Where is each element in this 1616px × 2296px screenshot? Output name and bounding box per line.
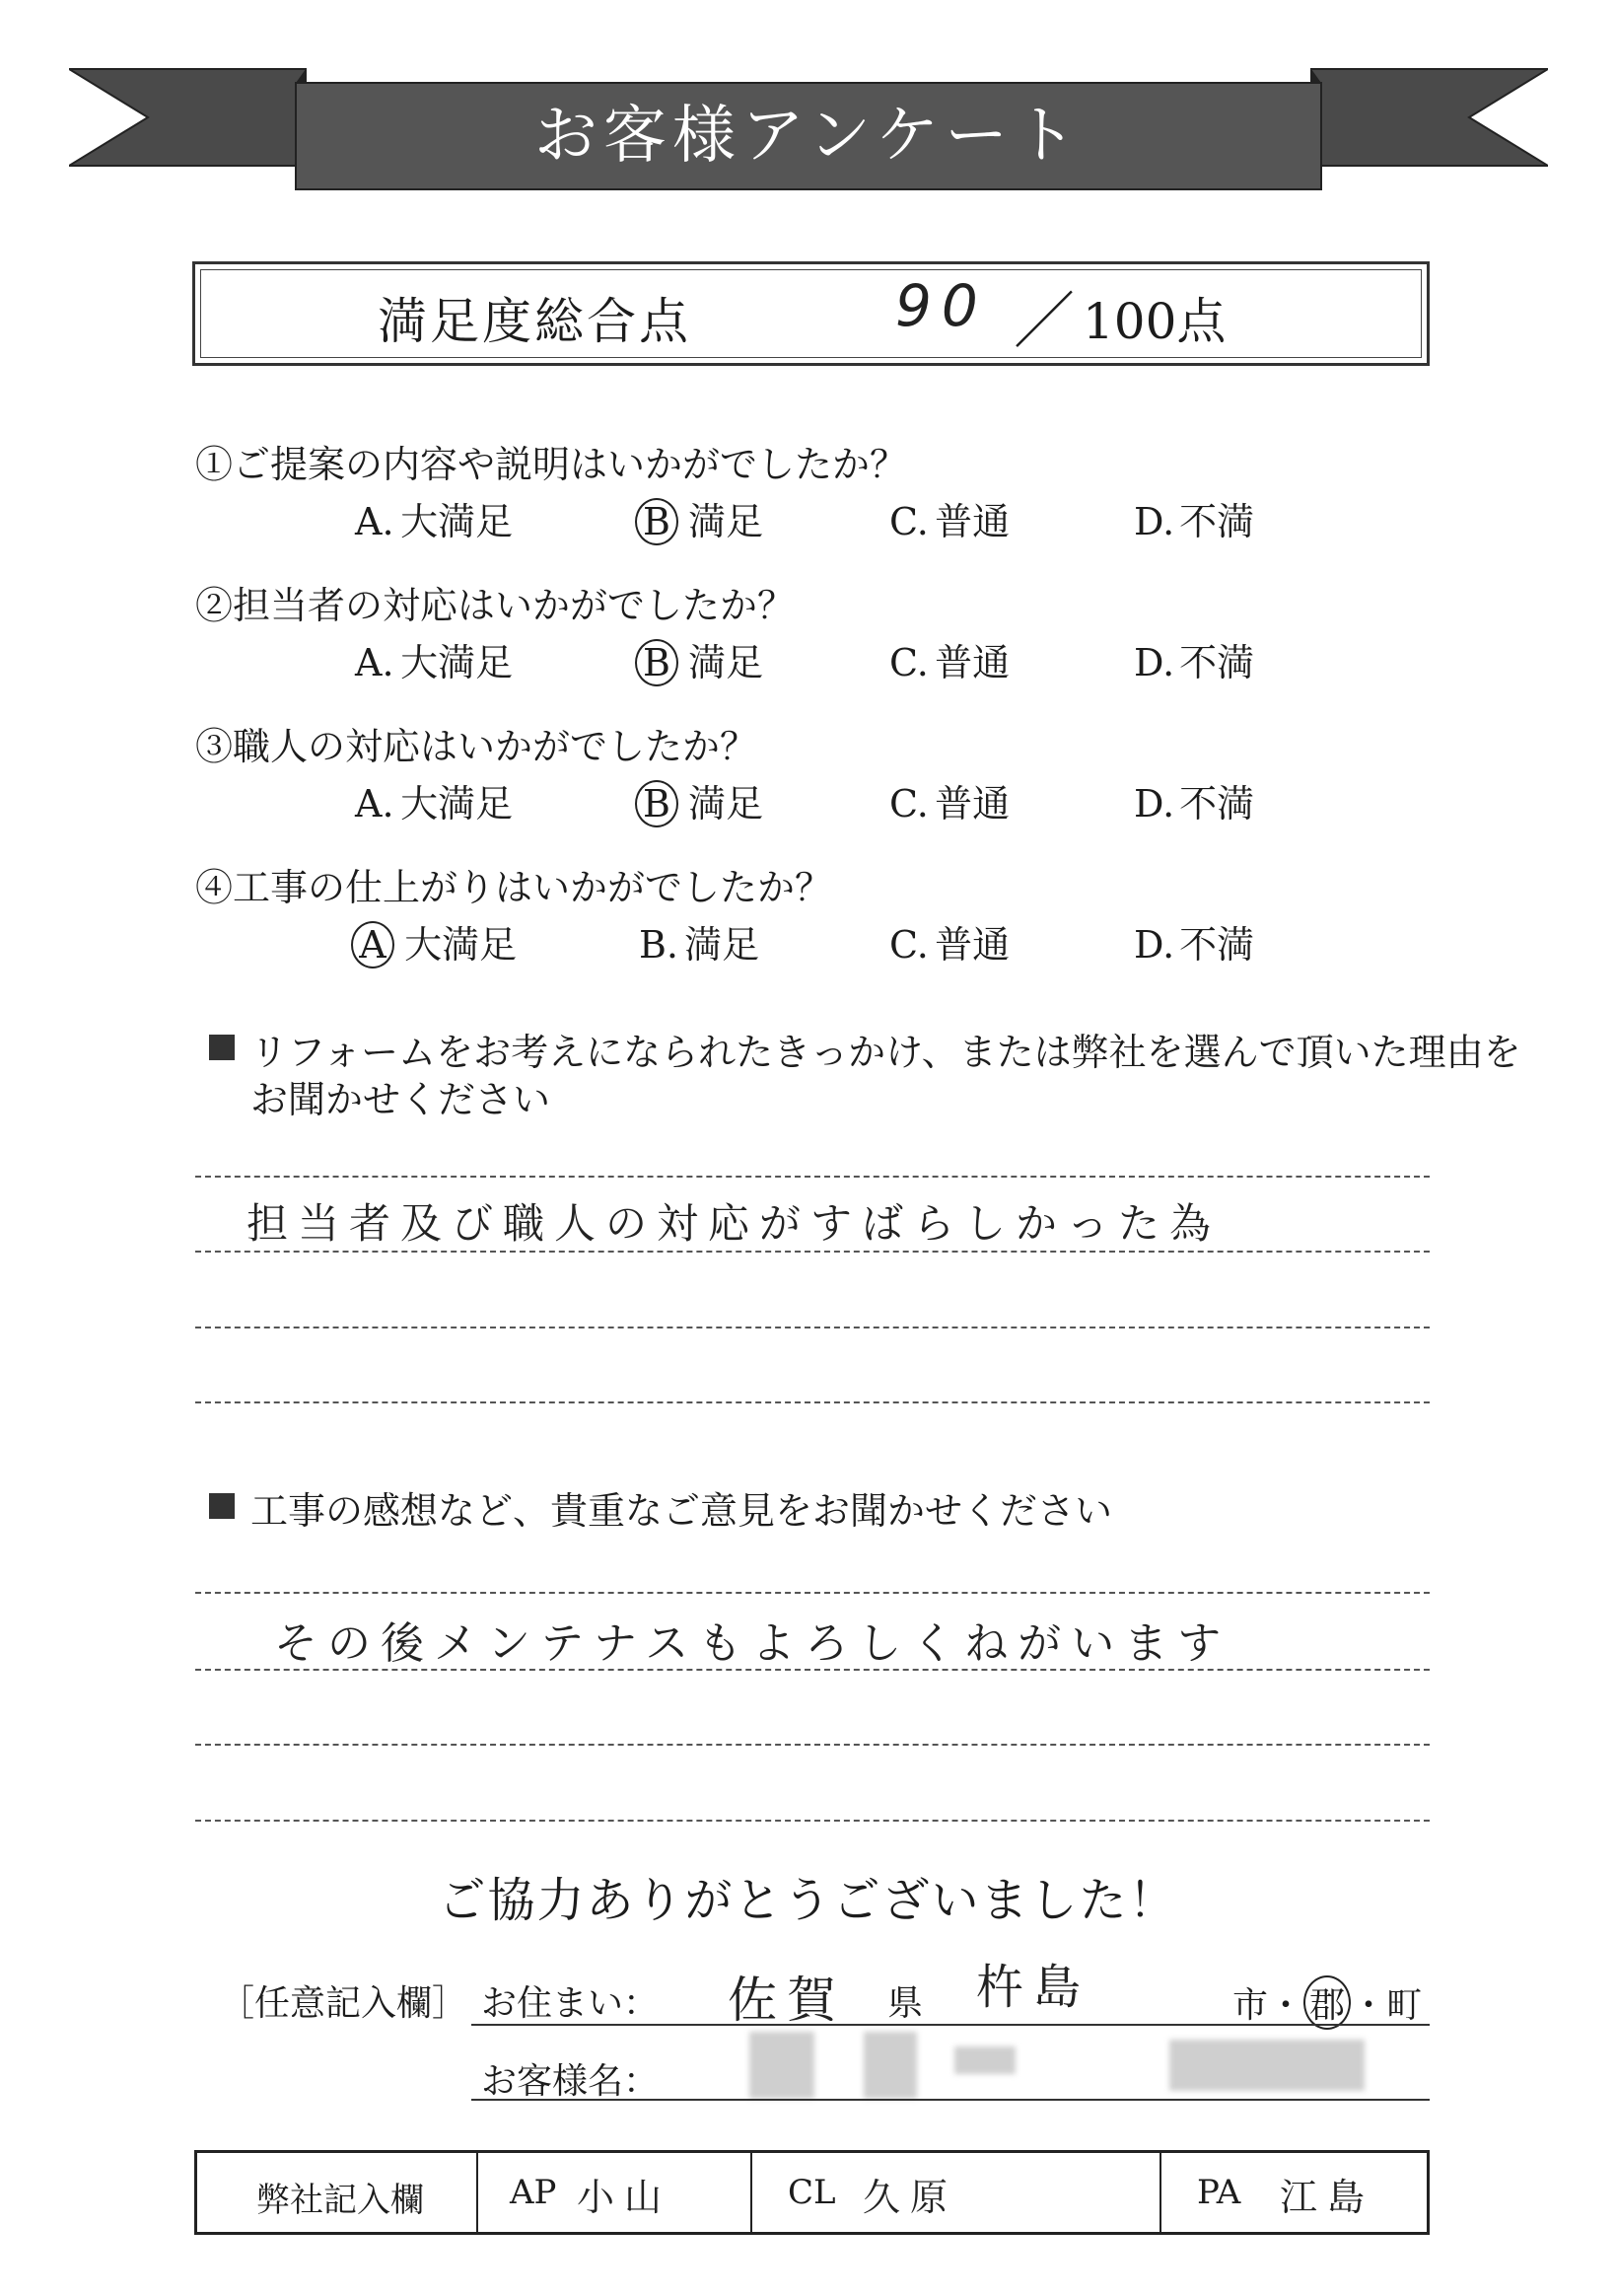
thanks-message: ご協力ありがとうございました！: [438, 1873, 1178, 1928]
score-slash: ／: [1014, 285, 1076, 357]
answer-line: [195, 1669, 1430, 1671]
answer-line: [195, 1327, 1430, 1328]
answer-line: [195, 1820, 1430, 1822]
answer-line: [195, 1176, 1430, 1178]
q4-option-b[interactable]: B. 満足: [639, 923, 760, 967]
section-bullet-icon: [209, 1493, 235, 1519]
q2-option-a[interactable]: A. 大満足: [355, 641, 514, 684]
cl-label: CL: [788, 2173, 836, 2212]
q2-option-d[interactable]: D. 不満: [1134, 641, 1255, 684]
company-entry-label: 弊社記入欄: [256, 2181, 424, 2220]
score-box: [192, 261, 1430, 366]
page-title: お客様アンケート: [533, 100, 1084, 173]
district-value[interactable]: 杵島: [976, 1960, 1091, 2015]
municipality-dot: ・: [1351, 1985, 1387, 2026]
pa-cell[interactable]: [1161, 2153, 1427, 2232]
municipality-gun-selected[interactable]: 郡: [1303, 1975, 1351, 2030]
answer-line: [195, 1401, 1430, 1403]
score-value[interactable]: 90: [895, 272, 988, 339]
municipality-dot: ・: [1268, 1985, 1304, 2026]
cl-value[interactable]: 久原: [863, 2176, 958, 2219]
optional-entry-label: ［任意記入欄］: [219, 1983, 468, 2024]
pa-label: PA: [1197, 2173, 1241, 2212]
prefecture-suffix: 県: [887, 1983, 924, 2024]
q4-option-d[interactable]: D. 不満: [1134, 923, 1255, 967]
q1-option-c[interactable]: C. 普通: [889, 500, 1011, 543]
q2-option-c[interactable]: C. 普通: [889, 641, 1011, 684]
question-2-text: ②担当者の対応はいかがでしたか？: [195, 584, 796, 627]
municipality-options[interactable]: [1232, 1975, 1422, 2030]
q4-option-a-selected[interactable]: A 大満足: [355, 914, 517, 969]
company-entry-table: [194, 2150, 1430, 2235]
score-max: 100点: [1083, 293, 1227, 350]
name-underline: [471, 2099, 1430, 2101]
reason-answer[interactable]: 担当者及び職人の対応がすばらしかった為: [246, 1199, 1222, 1248]
q4-option-c[interactable]: C. 普通: [889, 923, 1011, 967]
section-bullet-icon: [209, 1035, 235, 1060]
company-entry-label-cell: [197, 2153, 478, 2232]
cl-cell[interactable]: [752, 2153, 1161, 2232]
question-3-text: ③職人の対応はいかがでしたか？: [195, 725, 758, 768]
redacted-name-block: [864, 2032, 917, 2099]
q1-option-d[interactable]: D. 不満: [1134, 500, 1255, 543]
redacted-name-block: [954, 2046, 1016, 2074]
q1-option-b-selected[interactable]: B 満足: [639, 491, 763, 545]
answer-line: [195, 1251, 1430, 1253]
customer-name-label: お客様名：: [481, 2061, 660, 2102]
redacted-name-block: [749, 2032, 814, 2099]
score-label: 満足度総合点: [378, 293, 691, 350]
municipality-city[interactable]: 市: [1232, 1985, 1269, 2026]
address-underline: [471, 2024, 1430, 2026]
impression-heading: 工事の感想など、貴重なご意見をお聞かせください: [250, 1489, 1113, 1533]
question-4-text: ④工事の仕上がりはいかがでしたか？: [195, 866, 833, 909]
ap-label: AP: [510, 2173, 557, 2212]
answer-line: [195, 1592, 1430, 1594]
q1-option-a[interactable]: A. 大満足: [355, 500, 514, 543]
q3-option-b-selected[interactable]: B 満足: [639, 773, 763, 827]
ap-value[interactable]: 小山: [577, 2176, 672, 2219]
q3-option-d[interactable]: D. 不満: [1134, 782, 1255, 825]
reason-heading-line1: リフォームをお考えになられたきっかけ、または弊社を選んで頂いた理由を: [250, 1031, 1521, 1074]
municipality-town[interactable]: 町: [1386, 1985, 1423, 2026]
answer-line: [195, 1744, 1430, 1746]
address-label: お住まい：: [481, 1983, 660, 2024]
pa-value[interactable]: 江島: [1280, 2176, 1375, 2219]
ap-cell[interactable]: [478, 2153, 752, 2232]
reason-heading-line2: お聞かせください: [250, 1078, 551, 1121]
prefecture-value[interactable]: 佐賀: [728, 1972, 846, 2029]
impression-answer[interactable]: その後メンテナスもよろしくねがいます: [274, 1618, 1231, 1669]
q2-option-b-selected[interactable]: B 満足: [639, 632, 763, 686]
question-1-text: ①ご提案の内容や説明はいかがでしたか？: [195, 443, 908, 486]
q3-option-c[interactable]: C. 普通: [889, 782, 1011, 825]
q3-option-a[interactable]: A. 大満足: [355, 782, 514, 825]
redacted-name-block: [1169, 2040, 1365, 2091]
